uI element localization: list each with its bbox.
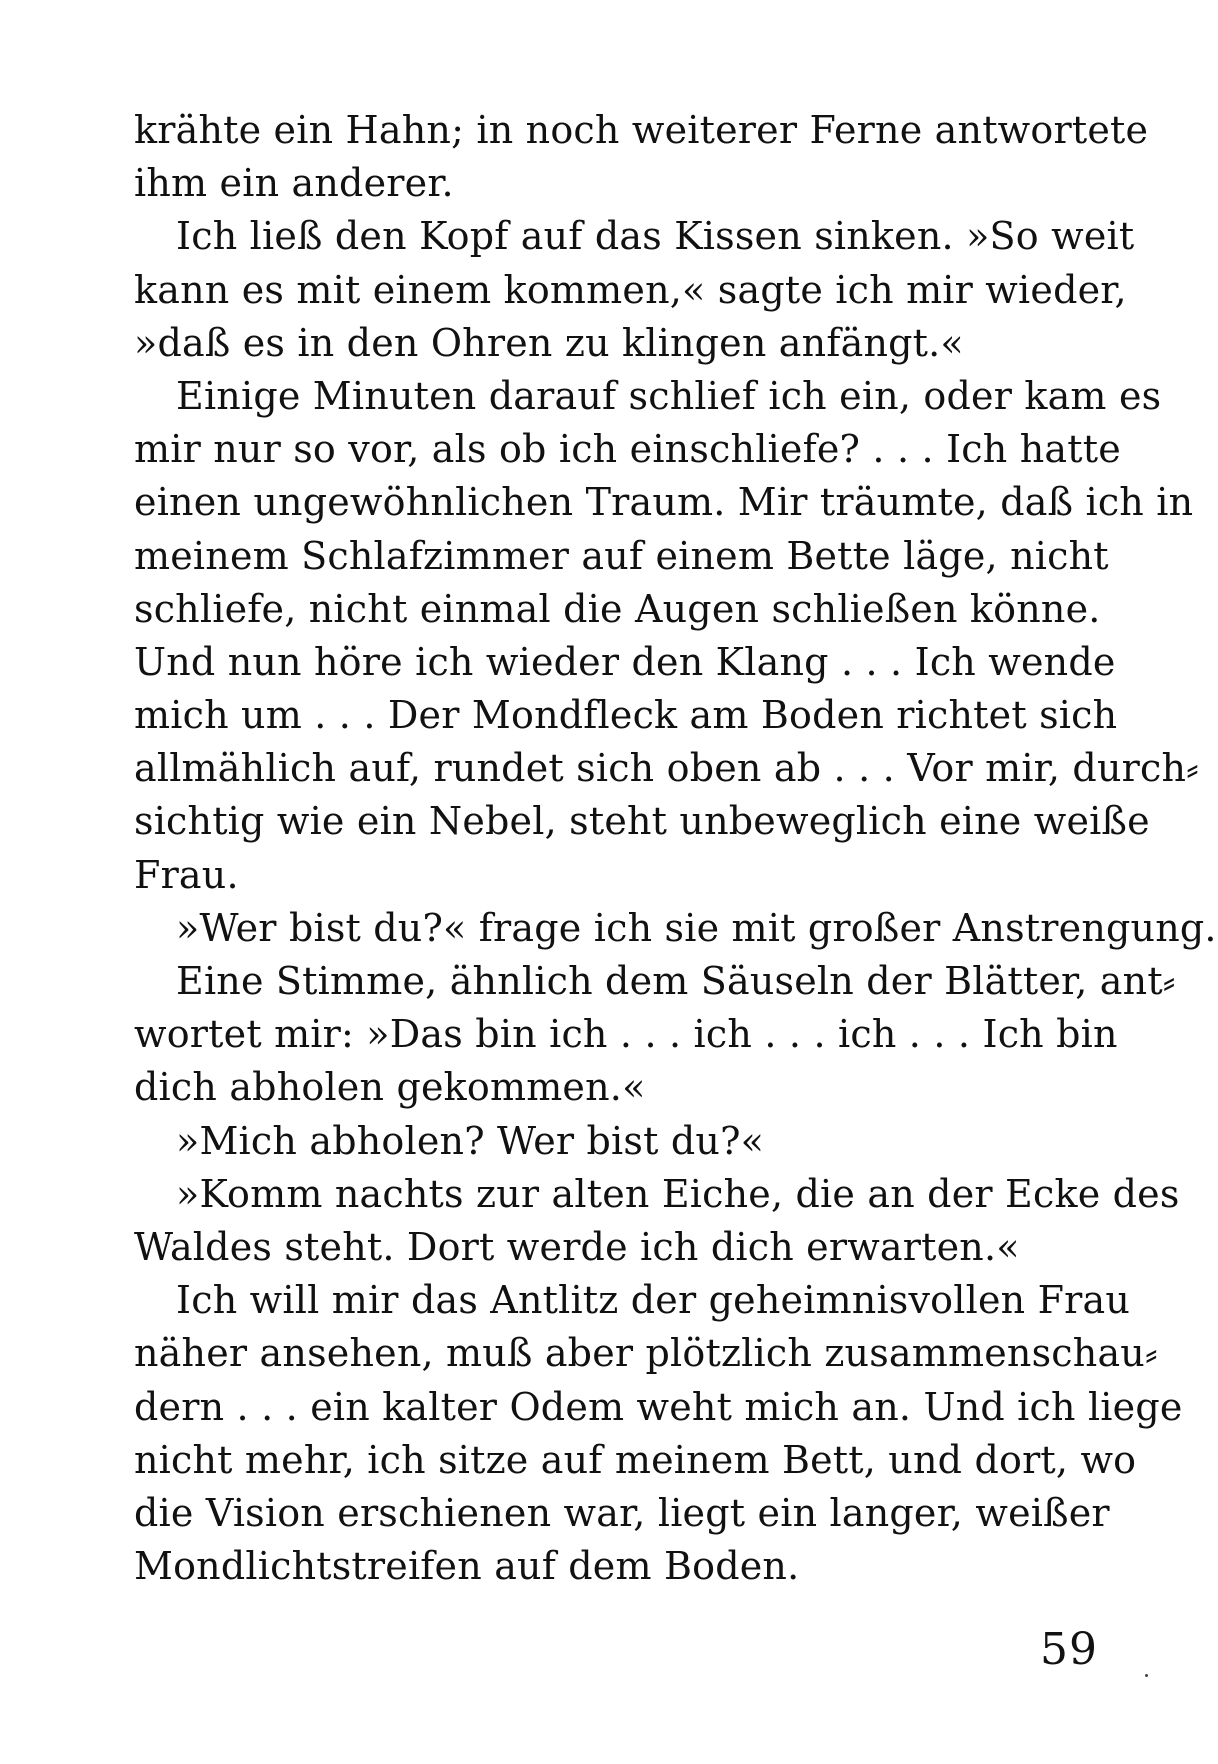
text-line: »daß es in den Ohren zu klingen anfängt.« xyxy=(134,320,964,365)
text-line: schliefe, nicht einmal die Augen schließen könne. xyxy=(134,586,1101,631)
text-line: Mondlichtstreifen auf dem Boden. xyxy=(134,1544,800,1589)
text-line: dern . . . ein kalter Odem weht mich an. Und ich liege xyxy=(134,1384,1183,1429)
text-line: »Wer bist du?« frage ich sie mit großer Anstrengung. xyxy=(176,905,1217,950)
text-line: Frau. xyxy=(134,852,239,897)
text-line: kann es mit einem kommen,« sagte ich mir wieder, xyxy=(134,267,1127,312)
text-line: näher ansehen, muß aber plötzlich zusammenschau⸗ xyxy=(134,1331,1158,1376)
text-line: Und nun höre ich wieder den Klang . . . Ich wende xyxy=(134,639,1116,684)
text-line: die Vision erschienen war, liegt ein langer, weißer xyxy=(134,1490,1110,1535)
text-line: »Komm nachts zur alten Eiche, die an der Ecke des xyxy=(176,1171,1180,1216)
text-line: Einige Minuten darauf schlief ich ein, oder kam es xyxy=(176,373,1162,418)
text-line: Waldes steht. Dort werde ich dich erwarten.« xyxy=(134,1224,1020,1269)
text-line: krähte ein Hahn; in noch weiterer Ferne antwortete xyxy=(134,108,1149,152)
text-line: meinem Schlafzimmer auf einem Bette läge, nicht xyxy=(134,533,1109,578)
text-line: einen ungewöhnlichen Traum. Mir träumte, daß ich in xyxy=(134,480,1194,525)
text-line: mich um . . . Der Mondfleck am Boden richtet sich xyxy=(134,693,1118,738)
text-line: Ich ließ den Kopf auf das Kissen sinken. »So weit xyxy=(176,214,1135,259)
text-line: sichtig wie ein Nebel, steht unbeweglich eine weiße xyxy=(134,799,1150,844)
text-line: nicht mehr, ich sitze auf meinem Bett, und dort, wo xyxy=(134,1437,1137,1482)
text-line: dich abholen gekommen.« xyxy=(134,1065,646,1110)
text-line: ihm ein anderer. xyxy=(134,161,454,206)
body-text xyxy=(134,104,1217,1593)
text-line: wortet mir: »Das bin ich . . . ich . . . ich . . . Ich bin xyxy=(134,1012,1118,1057)
text-line: allmählich auf, rundet sich oben ab . . . Vor mir, durch⸗ xyxy=(134,746,1199,791)
scan-speck xyxy=(1145,1674,1148,1677)
text-line: Eine Stimme, ähnlich dem Säuseln der Blätter, ant⸗ xyxy=(176,959,1176,1003)
text-line: »Mich abholen? Wer bist du?« xyxy=(176,1118,765,1163)
text-line: Ich will mir das Antlitz der geheimnisvollen Frau xyxy=(176,1278,1131,1323)
page-number: 59 xyxy=(1040,1624,1098,1675)
text-line: mir nur so vor, als ob ich einschliefe? . . . Ich hatte xyxy=(134,427,1121,472)
